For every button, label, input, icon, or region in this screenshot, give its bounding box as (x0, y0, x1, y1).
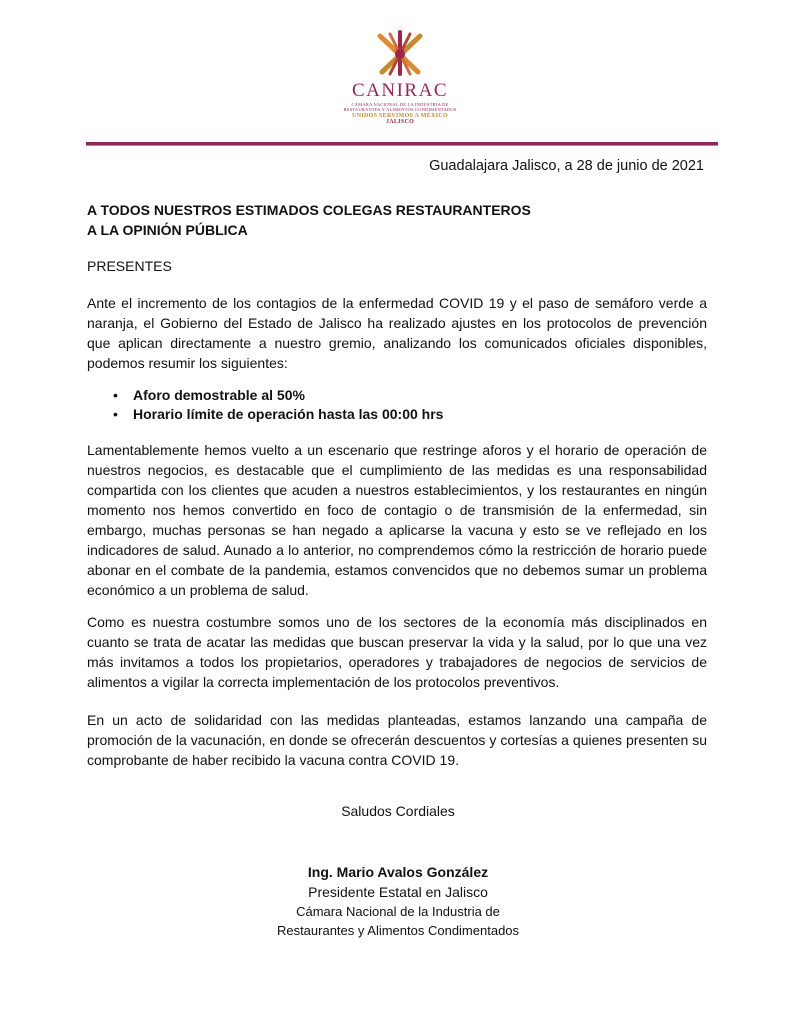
measures-list (87, 386, 443, 424)
salutation-line2: A LA OPINIÓN PÚBLICA (87, 222, 248, 238)
paragraph-campaign: En un acto de solidaridad con las medidas planteadas, estamos lanzando una campaña de promoción de la vacunación, en donde se ofrecerán descuentos y cortesías a quienes presenten su comprobante de haber recibido la vacuna contra COVID 19. (87, 712, 707, 768)
logo-state: JALISCO (385, 119, 415, 125)
signatory-title: Presidente Estatal en Jalisco (308, 884, 488, 900)
signature-block (0, 863, 796, 940)
paragraph-intro: Ante el incremento de los contagios de la enfermedad COVID 19 y el paso de semáforo verde a naranja, el Gobierno del Estado de Jalisco ha realizado ajustes en los protocolos de prevención que aplican directamente a nuestro gremio, analizando los comunicados oficiales disponibles, podemos resumir los siguientes: (87, 295, 707, 371)
salutation-line1: A TODOS NUESTROS ESTIMADOS COLEGAS RESTAURANTEROS (87, 202, 531, 218)
logo-subtitle-line2: RESTAURANTES Y ALIMENTOS CONDIMENTADOS (343, 107, 457, 112)
list-item: • Horario límite de operación hasta las 00:00 hrs (87, 405, 443, 424)
list-item: • Aforo demostrable al 50% (87, 386, 443, 405)
letter-salutation (87, 200, 531, 240)
paragraph-invitation: Como es nuestra costumbre somos uno de los sectores de la economía más disciplinados en cuanto se trata de acatar las medidas que buscan preservar la vida y la salud, por lo que una vez más invitamos a todos los propietarios, operadores y trabajadores de negocios de servicios de alimentos a vigilar la correcta implementación de los protocolos preventivos. (87, 614, 707, 690)
paragraph-context: Lamentablemente hemos vuelto a un escenario que restringe aforos y el horario de operación de nuestros negocios, es destacable que el cumplimiento de las medidas es una responsabilidad compartida con los clientes que acuden a nuestros establecimientos, y los restaurantes en ningún momento nos hemos convertido en foco de contagio o de transmisión de la enfermedad, sin embargo, muchas personas se han negado a aplicarse la vacuna y esto se ve reflejado en los indicadores de salud. Aunado a lo anterior, no comprendemos cómo la restricción de horario puede abonar en el combate de la pandemia, estamos convencidos que no debemos sumar un problema económico a un problema de salud. (87, 442, 707, 598)
signatory-name: Ing. Mario Avalos González (307, 864, 489, 880)
logo-wordmark: CANIRAC (351, 80, 448, 101)
canirac-logo (340, 28, 460, 148)
letter-date: Guadalajara Jalisco, a 28 de junio de 2021 (429, 158, 704, 174)
signatory-org-line1: Cámara Nacional de la Industria de (296, 904, 500, 919)
canirac-emblem-icon (370, 28, 430, 78)
header-divider (86, 142, 718, 146)
signatory-org-line2: Restaurantes y Alimentos Condimentados (276, 923, 520, 938)
logo-motto: UNIDOS SERVIMOS A MÉXICO (352, 113, 448, 119)
logo-subtitle-line1: CÁMARA NACIONAL DE LA INDUSTRIA DE (351, 102, 449, 107)
closing-greeting: Saludos Cordiales (341, 803, 455, 819)
presentes-label: PRESENTES (87, 258, 172, 274)
